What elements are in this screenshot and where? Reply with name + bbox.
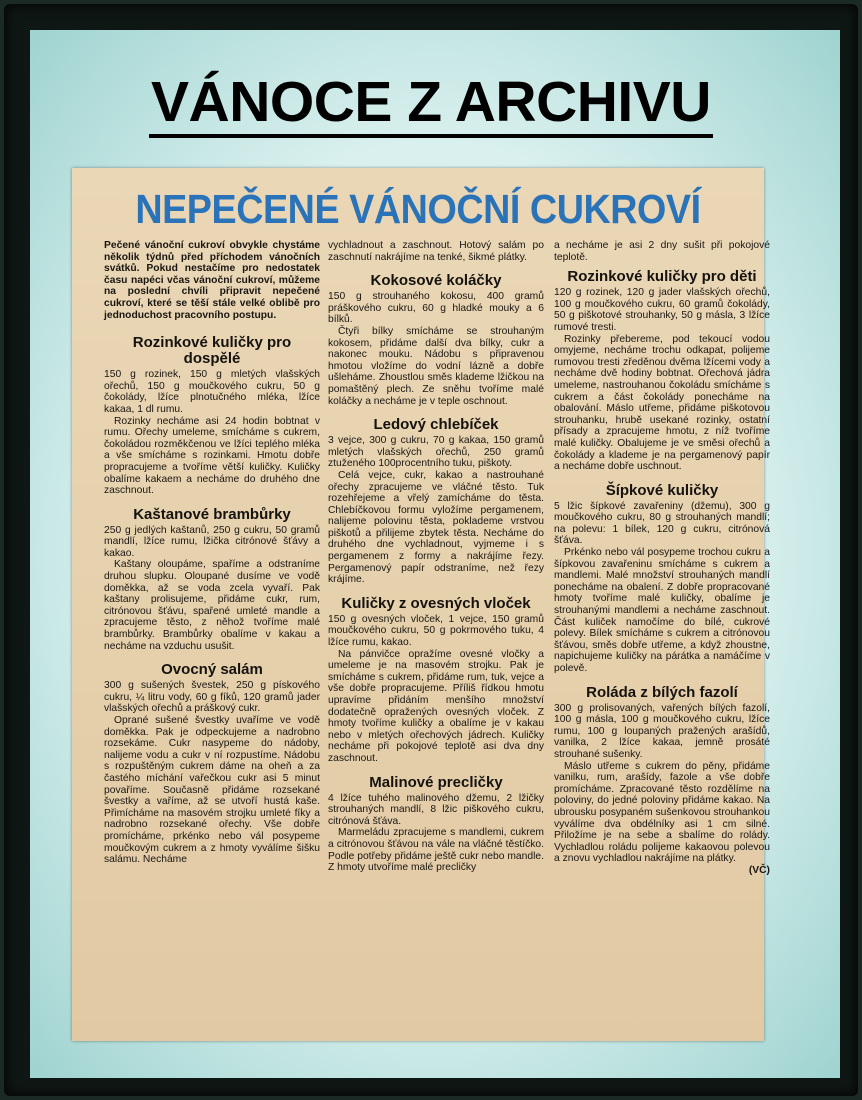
- recipe-method: Celá vejce, cukr, kakao a nastrouhané ořechy zpracujeme ve vláčné těsto. Tuk rozehřejeme a vřelý zamícháme do těsta. Chlebíčkovou formu vyložíme pergamenem, nalijeme polovinu těsta, poklademe vrstvou piškotů a přilijeme zbytek těsta. Necháme do druhého dne vychladnout, vyjmeme i s pergamenem z formy a nakrájíme řezy. Pergamenový papír odstraníme, než řezy krájíme.: [328, 469, 544, 586]
- recipe-title: Rozinkové kuličky pro děti: [567, 268, 757, 286]
- recipe-title: Malinové precličky: [369, 773, 503, 791]
- column-1: [104, 240, 320, 866]
- recipe-method-continued: vychladnout a zaschnout. Hotový salám po zaschnutí nakrájíme na tenké, šikmé plátky.: [328, 240, 544, 263]
- intro-paragraph: Pečené vánoční cukroví obvykle chystáme několik týdnů před příchodem vánočních svátků. Pokud nestačíme pro nedostatek času napéci včas vánoční cukroví, můžeme na poslední chvíli připravit nepečené cukroví, které se těší stále velké oblibě pro jednoduchost pracovního postupu.: [104, 240, 320, 321]
- recipe-method: Čtyři bílky smícháme se strouhaným kokosem, přidáme další dva bílky, cukr a nakonec mouku. Nádobu s připravenou hmotou vložíme do vodní lázně a dobře ušleháme. Zhoustlou směs klademe lžičkou na pomaštěný plech. Ze sněhu tvoříme malé koláčky a necháme je v teple oschnout.: [328, 325, 544, 407]
- author-signature: (VČ): [748, 864, 770, 876]
- recipe-title: Roláda z bílých fazolí: [586, 683, 738, 701]
- recipe-method: Rozinky přebereme, pod tekoucí vodou omyjeme, necháme trochu odkapat, polijeme rumovou tresti zředěnou dvěma lžícemi vody a necháme dvě hodiny bobtnat. Ořechová jádra umeleme, nastrouhanou čokoládu smícháme s cukrem a část čokolády ponecháme na obalování. Máslo utřeme, přidáme piškotovou strouhanku, hrubě usekané rozinky, ostatní přísady a zpracujeme hmotu, z níž tvoříme malé kuličky. Obalujeme je ve směsi ořechů a čokolády a klademe je na pergamenový papír a necháme dobře uschnout.: [554, 333, 770, 473]
- recipe-title: Kuličky z ovesných vloček: [341, 594, 531, 612]
- banner-title: VÁNOCE Z ARCHIVU: [0, 70, 862, 134]
- recipe-ingredients: 3 vejce, 300 g cukru, 70 g kakaa, 150 gramů mletých vlašských ořechů, 250 gramů ztuženého 100procentního tuku, piškoty.: [328, 435, 544, 470]
- recipe-method: Oprané sušené švestky uvaříme ve vodě doměkka. Pak je odpeckujeme a nadrobno rozsekáme. Cukr nasypeme do nádoby, nalijeme vodu a cukr v ní rozpustíme. Nádobu s rozpuštěným cukrem dáme na oheň a za častého míchání vařečkou cukr asi 5 minut povaříme. Současně přidáme rozsekané švestky a vaříme, až se utvoří hustá kaše. Přimícháme na masovém strojku umleté fíky a nadrobno rozsekané ořechy. Vše dobře promícháme, prkénko nebo vál posypeme moučkovým cukrem a z hmoty vyválíme šišku salámu. Necháme: [104, 715, 320, 866]
- recipe-title: Kaštanové brambůrky: [133, 505, 291, 523]
- recipe-title: Ovocný salám: [161, 661, 263, 679]
- recipe-method-continued: a necháme je asi 2 dny sušit při pokojové teplotě.: [554, 240, 770, 263]
- recipe-ingredients: 150 g rozinek, 150 g mletých vlašských ořechů, 150 g moučkového cukru, 50 g čokolády, lžíce plnotučného mléka, lžíce kakaa, 1 dl rumu.: [104, 369, 320, 415]
- recipe-ingredients: 4 lžíce tuhého malinového džemu, 2 lžičky strouhaných mandlí, 8 lžic piškového cukru, citrónová šťáva.: [328, 792, 544, 827]
- recipe-method: Rozinky necháme asi 24 hodin bobtnat v rumu. Ořechy umeleme, smícháme s cukrem, čokoládou rozměkčenou ve lžíci teplého mléka a vše smícháme s rozinkami. Hmotu dobře propracujeme a tvoříme větší kuličky. Kuličky obalíme kakaem a necháme do druhého dne zaschnout.: [104, 415, 320, 497]
- recipe-title: Kokosové koláčky: [370, 272, 502, 290]
- recipe-title: Rozinkové kuličky pro dospělé: [132, 334, 292, 368]
- recipe-method: Marmeládu zpracujeme s mandlemi, cukrem a citrónovou šťávou na vále na vláčné těstíčko. Podle potřeby přidáme ještě cukr nebo mandle. Z hmoty utvoříme malé precličky: [328, 827, 544, 874]
- recipe-ingredients: 150 g ovesných vloček, 1 vejce, 150 gramů moučkového cukru, 50 g pokrmového tuku, 4 lžíce rumu, kakao.: [328, 613, 544, 649]
- recipe-ingredients: 5 lžic šípkové zavařeniny (džemu), 300 g moučkového cukru, 80 g strouhaných mandlí; na polevu: 1 bílek, 120 g cukru, citrónová šťáva.: [554, 500, 770, 547]
- column-3: [554, 240, 770, 877]
- article-headline: NEPEČENÉ VÁNOČNÍ CUKROVÍ: [135, 186, 701, 232]
- recipe-method: Máslo utřeme s cukrem do pěny, přidáme vanilku, rum, arašídy, fazole a vše dobře promícháme. Zpracované těsto rozdělíme na poloviny, do jedné poloviny přidáme kakao. Na ubrousku posypaném sušenkovou strouhankou vyválíme dva obdélníky asi 1 cm silné. Přiložíme je na sebe a sbalíme do rolády. Vychladlou roládu polijeme kakaovou polevou a znovu vychladlou nakrájíme na plátky.: [554, 760, 770, 865]
- recipe-ingredients: 150 g strouhaného kokosu, 400 gramů práškového cukru, 60 g hladké mouky a 6 bílků.: [328, 291, 544, 326]
- column-2: [328, 240, 544, 874]
- recipe-ingredients: 300 g prolisovaných, vařených bílých fazolí, 100 g másla, 100 g moučkového cukru, lžíce rumu, 100 g loupaných pražených arašídů, vanilka, 2 lžíce kakaa, jemně prosáté strouhané sušenky.: [554, 702, 770, 760]
- newspaper-clipping: [72, 168, 770, 1041]
- recipe-ingredients: 120 g rozinek, 120 g jader vlašských ořechů, 100 g moučkového cukru, 60 gramů čokolády, 50 g piškotové strouhanky, 50 g másla, 3 lžíce rumové tresti.: [554, 287, 770, 333]
- recipe-method: Na pánvičce opražíme ovesné vločky a umeleme je na masovém strojku. Pak je smícháme s cukrem, přidáme rum, tuk, vejce a vše dobře propracujeme. Příliš řídkou hmotu upravíme přidáním menšího množství dodatečně opražených ovesných vloček. Z hmoty tvoříme kuličky a obalíme je v kakau nebo v mletých ořechových jádrech. Kuličky necháme při pokojové teplotě asi dva dny zaschnout.: [328, 648, 544, 764]
- recipe-method: Prkénko nebo vál posypeme trochou cukru a šípkovou zavařeninu smícháme s cukrem a mandlemi. Malé množství strouhaných mandlí ponecháme na obalení. Z dobře propracované hmoty tvoříme malé kuličky, obalíme je strouhanými mandlemi a necháme zaschnout. Část kuliček namočíme do bílé, cukrové polevy. Bílek smícháme s cukrem a citrónovou šťávou, směs dobře utřeme, a když zhoustne, napichujeme kuličky na párátka a namáčíme v polevě.: [554, 547, 770, 674]
- recipe-ingredients: 300 g sušených švestek, 250 g pískového cukru, ¼ litru vody, 60 g fíků, 120 gramů jader vlašských ořechů a práškový cukr.: [104, 680, 320, 715]
- recipe-ingredients: 250 g jedlých kaštanů, 250 g cukru, 50 gramů mandlí, lžíce rumu, lžička citrónové šťávy a kakao.: [104, 524, 320, 559]
- recipe-method: Kaštany oloupáme, spaříme a odstraníme druhou slupku. Oloupané dusíme ve vodě doměkka, až se voda zcela vyvaří. Pak kaštany prolisujeme, přidáme cukr, rum, citrónovou šťávu, spařené umleté mandle a zpracujeme těsto, z něhož tvoříme malé brambůrky. Brambůrky obalíme v kakau a necháme na vzduchu usušit.: [104, 559, 320, 652]
- recipe-title: Šípkové kuličky: [605, 481, 719, 499]
- recipe-title: Ledový chlebíček: [373, 416, 499, 434]
